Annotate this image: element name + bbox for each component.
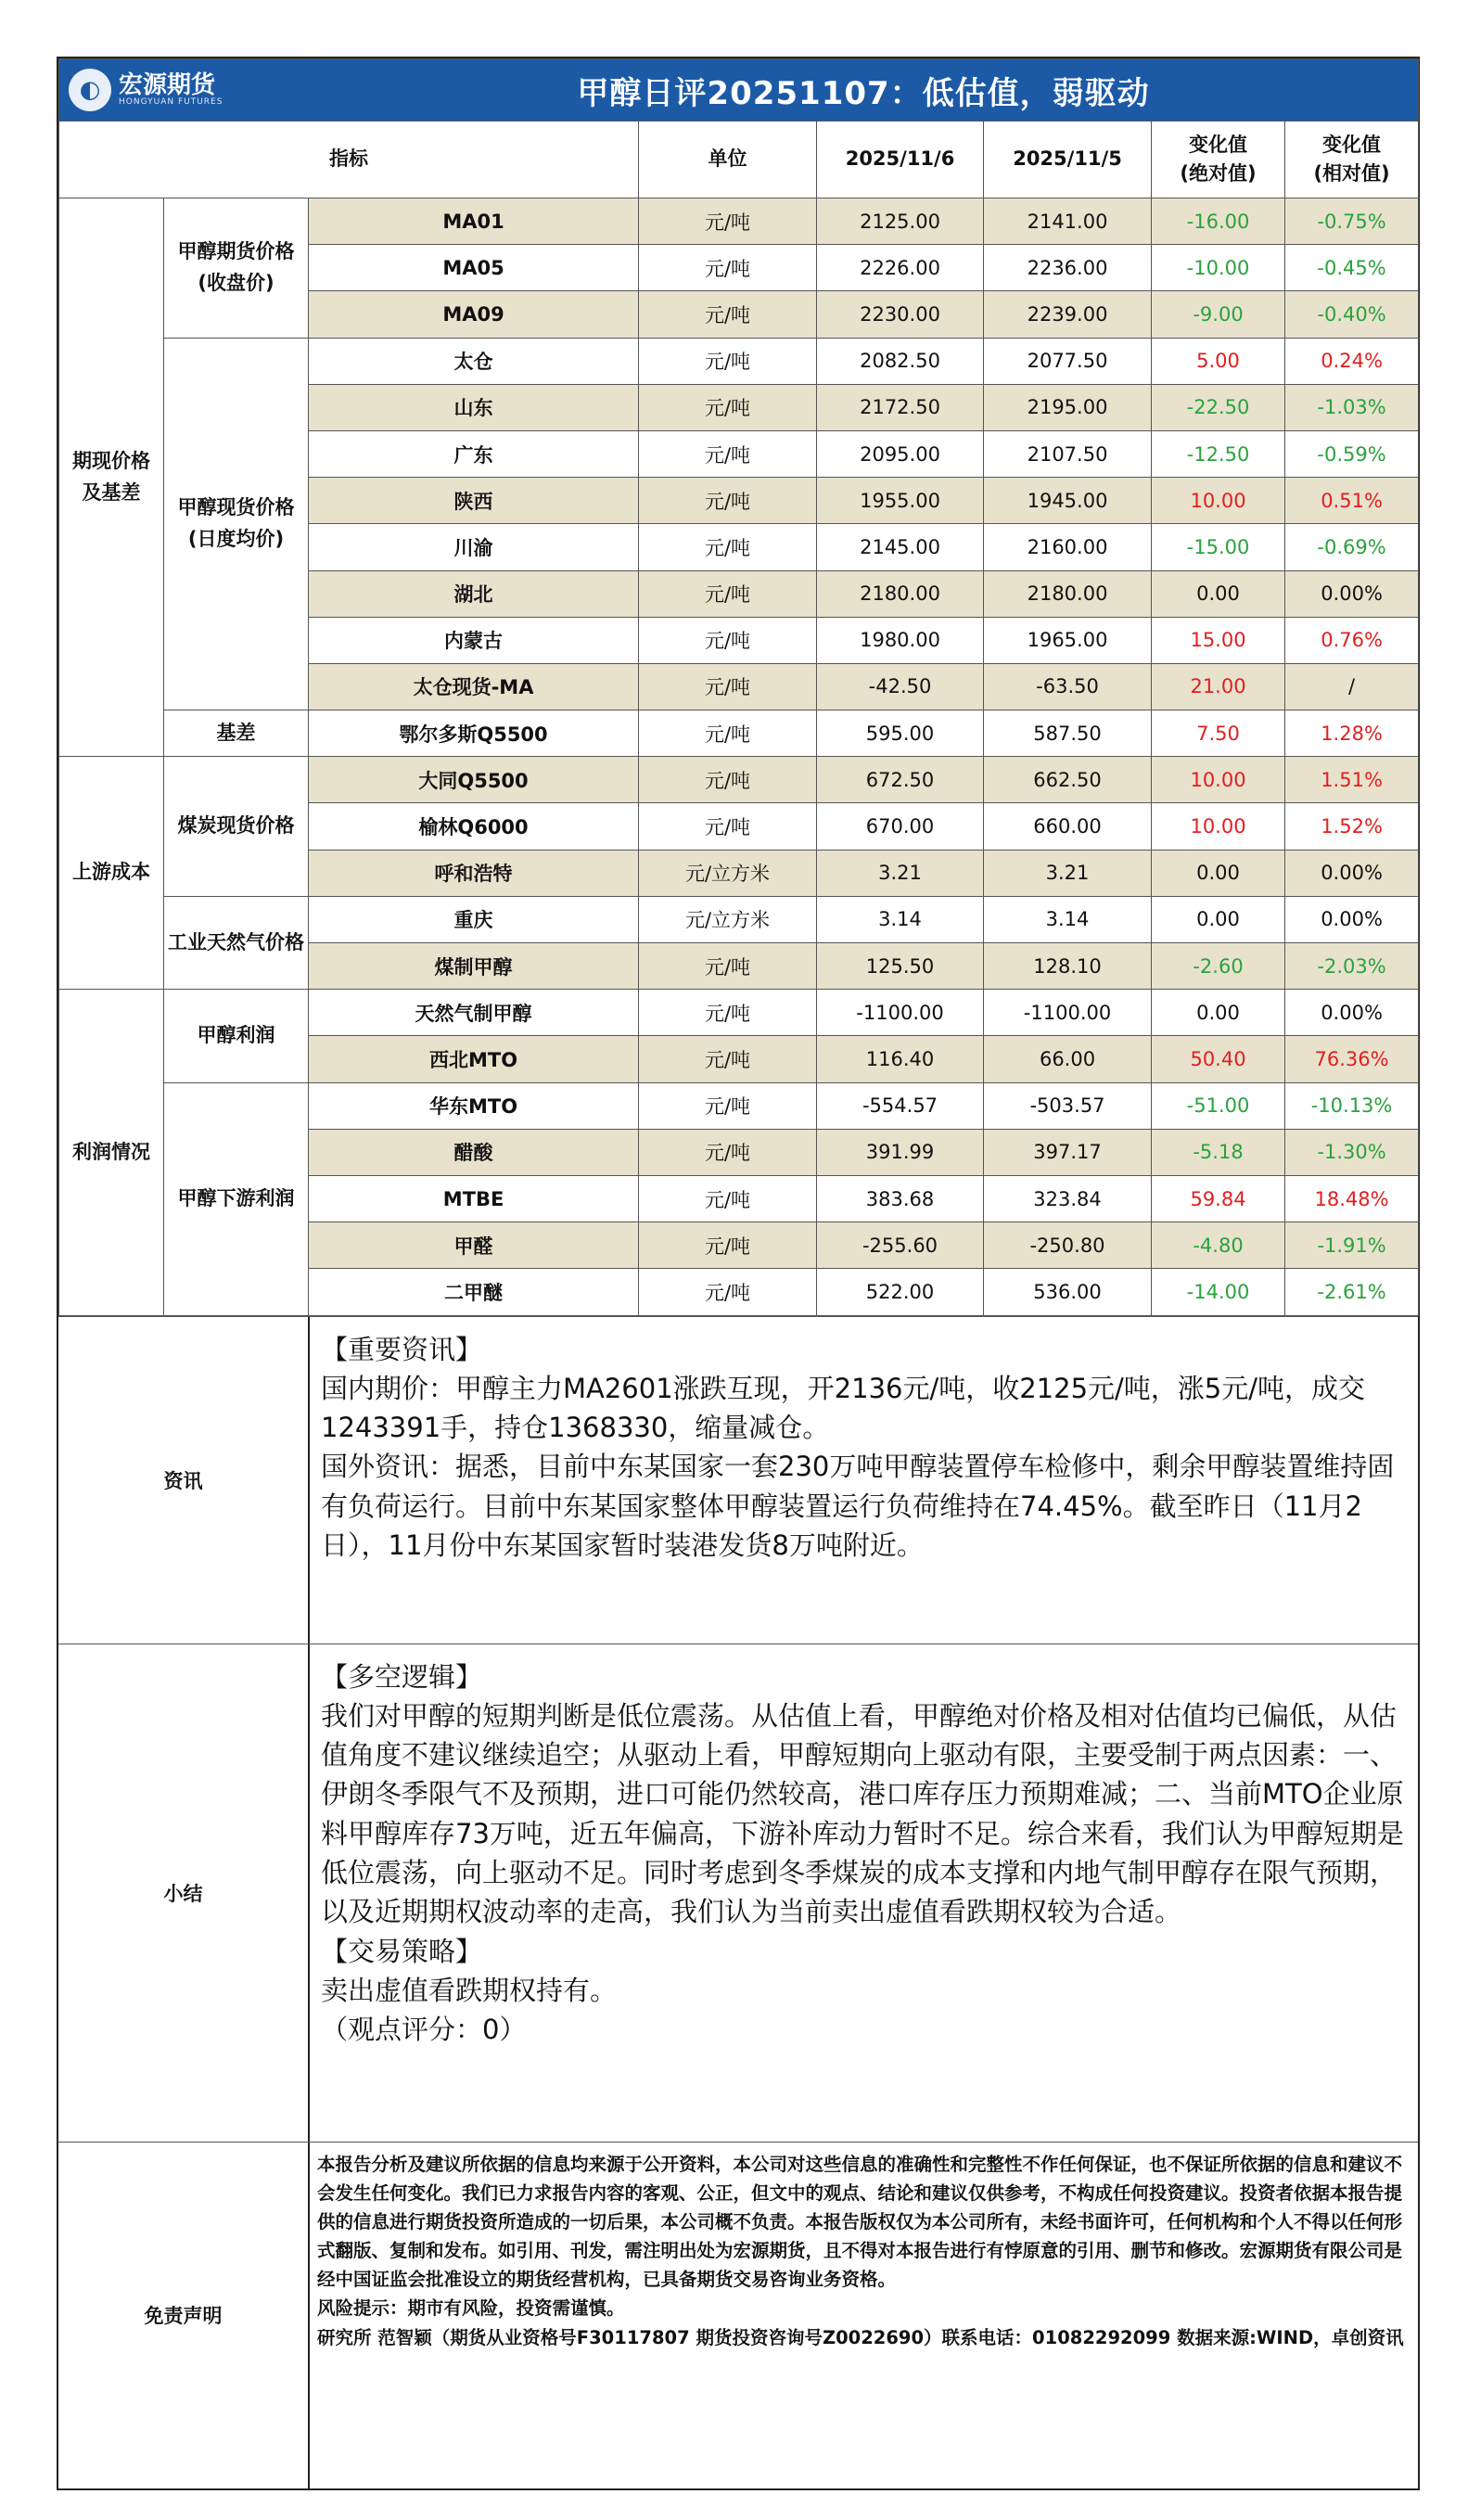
value-date1-cell: 2145.00 [817, 524, 984, 570]
col-change-abs: 变化值 (绝对值) [1152, 122, 1285, 198]
value-date1-cell: 3.21 [817, 850, 984, 896]
change-abs-cell: -5.18 [1152, 1129, 1285, 1175]
value-date2-cell: 2160.00 [984, 524, 1152, 570]
value-date1-cell: -554.57 [817, 1082, 984, 1129]
value-date2-cell: 3.14 [984, 896, 1152, 942]
unit-cell: 元/吨 [639, 384, 817, 430]
logo-icon: ◐ [69, 69, 111, 111]
indicator-cell: 甲醛 [309, 1222, 639, 1269]
value-date2-cell: 660.00 [984, 803, 1152, 850]
summary-label: 小结 [58, 1644, 310, 2142]
value-date1-cell: 2230.00 [817, 291, 984, 338]
change-rel-cell: / [1285, 663, 1419, 710]
value-date1-cell: 2082.50 [817, 338, 984, 384]
indicator-cell: 鄂尔多斯Q5500 [309, 710, 639, 757]
value-date1-cell: 670.00 [817, 803, 984, 850]
value-date2-cell: 397.17 [984, 1129, 1152, 1175]
unit-cell: 元/吨 [639, 1175, 817, 1222]
value-date1-cell: 672.50 [817, 757, 984, 803]
change-rel-cell: -0.40% [1285, 291, 1419, 338]
change-abs-cell: -9.00 [1152, 291, 1285, 338]
value-date2-cell: 587.50 [984, 710, 1152, 757]
value-date1-cell: 383.68 [817, 1175, 984, 1222]
indicator-cell: 天然气制甲醇 [309, 990, 639, 1036]
summary-heading-logic: 【多空逻辑】 [321, 1660, 483, 1693]
change-rel-cell: 1.28% [1285, 710, 1419, 757]
unit-cell: 元/吨 [639, 1129, 817, 1175]
author-info-text: 研究所 范智颖（期货从业资格号F30117807 期货投资咨询号Z0022690）联系电话：01082292099 数据来源:WIND，卓创资讯 [317, 2326, 1404, 2348]
table-row [59, 990, 1419, 1036]
value-date1-cell: -255.60 [817, 1222, 984, 1269]
change-rel-cell: -0.45% [1285, 245, 1419, 291]
value-date1-cell: 2172.50 [817, 384, 984, 430]
indicator-cell: 太仓现货-MA [309, 663, 639, 710]
disclaimer-text: 本报告分析及建议所依据的信息均来源于公开资料，本公司对这些信息的准确性和完整性不作任何保证，也不保证所依据的信息和建议不会发生任何变化。我们已力求报告内容的客观、公正，但文中的观点、结论和建议仅供参考，不构成任何投资建议。投资者依据本报告提供的信息进行期货投资所造成的一切后果，本公司概不负责。本报告版权仅为本公司所有，未经书面许可，任何机构和个人不得以任何形式翻版、复制和发布。如引用、刊发，需注明出处为宏源期货，且不得对本报告进行有悖原意的引用、删节和修改。宏源期货有限公司是经中国证监会批准设立的期货经营机构，已具备期货交易咨询业务资格。 [317, 2153, 1403, 2291]
value-date1-cell: -42.50 [817, 663, 984, 710]
page-title-cell [309, 59, 1419, 122]
logo-text: 宏源期货 [119, 70, 216, 99]
unit-cell: 元/立方米 [639, 896, 817, 942]
unit-cell: 元/吨 [639, 757, 817, 803]
change-abs-cell: 0.00 [1152, 990, 1285, 1036]
change-abs-cell: -14.00 [1152, 1269, 1285, 1315]
change-abs-cell: 15.00 [1152, 617, 1285, 663]
indicator-cell: 陕西 [309, 478, 639, 524]
value-date2-cell: 2141.00 [984, 198, 1152, 245]
unit-cell: 元/吨 [639, 430, 817, 477]
indicator-cell: 内蒙古 [309, 617, 639, 663]
col-date1: 2025/11/6 [817, 122, 984, 198]
change-abs-cell: -4.80 [1152, 1222, 1285, 1269]
change-abs-cell: 10.00 [1152, 803, 1285, 850]
table-row [59, 338, 1419, 384]
summary-section [58, 1644, 1418, 2142]
change-rel-cell: 0.51% [1285, 478, 1419, 524]
table-row [59, 1082, 1419, 1129]
change-abs-cell: -12.50 [1152, 430, 1285, 477]
value-date1-cell: 522.00 [817, 1269, 984, 1315]
change-rel-cell: 0.00% [1285, 570, 1419, 617]
value-date1-cell: 2125.00 [817, 198, 984, 245]
news-paragraph-2: 国外资讯：据悉，目前中东某国家一套230万吨甲醇装置停车检修中，剩余甲醇装置维持固有负荷运行。目前中东某国家整体甲醇装置运行负荷维持在74.45%。截至昨日（11月2日），11月份中东某国家暂时装港发货8万吨附近。 [321, 1451, 1395, 1562]
indicator-cell: 华东MTO [309, 1082, 639, 1129]
unit-cell: 元/吨 [639, 663, 817, 710]
indicator-cell: MTBE [309, 1175, 639, 1222]
value-date2-cell: 323.84 [984, 1175, 1152, 1222]
value-date2-cell: 2077.50 [984, 338, 1152, 384]
summary-strategy-text: 卖出虚值看跌期权持有。 [321, 1975, 618, 2007]
indicator-cell: 川渝 [309, 524, 639, 570]
unit-cell: 元/吨 [639, 338, 817, 384]
change-abs-cell: 0.00 [1152, 850, 1285, 896]
change-abs-cell: 21.00 [1152, 663, 1285, 710]
indicator-cell: 广东 [309, 430, 639, 477]
col-change-rel: 变化值 (相对值) [1285, 122, 1419, 198]
summary-body [310, 1644, 1418, 2142]
change-abs-cell: -10.00 [1152, 245, 1285, 291]
subcategory-label: 煤炭现货价格 [164, 757, 309, 897]
change-rel-cell: 76.36% [1285, 1036, 1419, 1082]
change-abs-cell: 0.00 [1152, 570, 1285, 617]
change-abs-cell: -22.50 [1152, 384, 1285, 430]
summary-heading-strategy: 【交易策略】 [321, 1935, 483, 1967]
disclaimer-label: 免责声明 [58, 2143, 310, 2488]
unit-cell: 元/吨 [639, 198, 817, 245]
indicator-cell: 西北MTO [309, 1036, 639, 1082]
indicator-cell: 大同Q5500 [309, 757, 639, 803]
news-paragraph-1: 国内期价：甲醇主力MA2601涨跌互现，开2136元/吨，收2125元/吨，涨5元/吨，成交1243391手，持仓1368330，缩量减仓。 [321, 1372, 1366, 1444]
change-rel-cell: 1.51% [1285, 757, 1419, 803]
unit-cell: 元/吨 [639, 478, 817, 524]
col-indicator: 指标 [59, 122, 639, 198]
subcategory-label: 工业天然气价格 [164, 896, 309, 989]
indicator-cell: MA09 [309, 291, 639, 338]
value-date2-cell: -250.80 [984, 1222, 1152, 1269]
change-abs-cell: 10.00 [1152, 757, 1285, 803]
col-date2: 2025/11/5 [984, 122, 1152, 198]
title-row [59, 59, 1419, 122]
change-rel-cell: 18.48% [1285, 1175, 1419, 1222]
indicator-cell: 呼和浩特 [309, 850, 639, 896]
change-rel-cell: -10.13% [1285, 1082, 1419, 1129]
value-date1-cell: 2095.00 [817, 430, 984, 477]
change-rel-cell: 0.76% [1285, 617, 1419, 663]
change-abs-cell: -2.60 [1152, 943, 1285, 990]
category-label: 利润情况 [59, 990, 164, 1315]
value-date2-cell: 2195.00 [984, 384, 1152, 430]
news-body [310, 1317, 1418, 1644]
unit-cell: 元/吨 [639, 710, 817, 757]
subcategory-label: 甲醇现货价格 (日度均价) [164, 338, 309, 710]
summary-score-text: （观点评分：0） [321, 2014, 527, 2046]
value-date2-cell: 1965.00 [984, 617, 1152, 663]
table-row [59, 757, 1419, 803]
unit-cell: 元/吨 [639, 943, 817, 990]
indicator-cell: 煤制甲醇 [309, 943, 639, 990]
unit-cell: 元/吨 [639, 245, 817, 291]
change-rel-cell: -0.75% [1285, 198, 1419, 245]
table-row [59, 710, 1419, 757]
change-rel-cell: 0.00% [1285, 850, 1419, 896]
report-sheet [57, 57, 1420, 2490]
value-date2-cell: 662.50 [984, 757, 1152, 803]
value-date2-cell: 536.00 [984, 1269, 1152, 1315]
indicator-cell: 榆林Q6000 [309, 803, 639, 850]
change-abs-cell: 10.00 [1152, 478, 1285, 524]
data-table [58, 58, 1419, 1316]
logo-cell [59, 59, 309, 122]
value-date1-cell: 595.00 [817, 710, 984, 757]
change-rel-cell: 0.24% [1285, 338, 1419, 384]
change-abs-cell: 59.84 [1152, 1175, 1285, 1222]
indicator-cell: 二甲醚 [309, 1269, 639, 1315]
news-label: 资讯 [58, 1317, 310, 1644]
value-date1-cell: 2180.00 [817, 570, 984, 617]
indicator-cell: 山东 [309, 384, 639, 430]
unit-cell: 元/立方米 [639, 850, 817, 896]
change-rel-cell: -1.03% [1285, 384, 1419, 430]
change-rel-cell: -1.30% [1285, 1129, 1419, 1175]
subcategory-label: 甲醇利润 [164, 990, 309, 1082]
unit-cell: 元/吨 [639, 1036, 817, 1082]
value-date1-cell: 125.50 [817, 943, 984, 990]
col-unit: 单位 [639, 122, 817, 198]
value-date1-cell: 1955.00 [817, 478, 984, 524]
value-date2-cell: -1100.00 [984, 990, 1152, 1036]
value-date1-cell: 391.99 [817, 1129, 984, 1175]
value-date2-cell: 1945.00 [984, 478, 1152, 524]
change-abs-cell: -16.00 [1152, 198, 1285, 245]
value-date2-cell: -63.50 [984, 663, 1152, 710]
value-date1-cell: -1100.00 [817, 990, 984, 1036]
indicator-cell: 醋酸 [309, 1129, 639, 1175]
unit-cell: 元/吨 [639, 570, 817, 617]
value-date2-cell: 66.00 [984, 1036, 1152, 1082]
subcategory-label: 甲醇期货价格 (收盘价) [164, 198, 309, 339]
summary-logic-text: 我们对甲醇的短期判断是低位震荡。从估值上看，甲醇绝对价格及相对估值均已偏低，从估值角度不建议继续追空；从驱动上看，甲醇短期向上驱动有限，主要受制于两点因素：一、伊朗冬季限气不及预期，进口可能仍然较高，港口库存压力预期难减；二、当前MTO企业原料甲醇库存73万吨，近五年偏高，下游补库动力暂时不足。综合来看，我们认为甲醇短期是低位震荡，向上驱动不足。同时考虑到冬季煤炭的成本支撑和内地气制甲醇存在限气预期，以及近期期权波动率的走高，我们认为当前卖出虚值看跌期权较为合适。 [321, 1699, 1404, 1928]
indicator-cell: 湖北 [309, 570, 639, 617]
value-date2-cell: 2180.00 [984, 570, 1152, 617]
value-date2-cell: 3.21 [984, 850, 1152, 896]
column-header-row [59, 122, 1419, 198]
indicator-cell: 重庆 [309, 896, 639, 942]
unit-cell: 元/吨 [639, 1222, 817, 1269]
table-row [59, 896, 1419, 942]
unit-cell: 元/吨 [639, 617, 817, 663]
table-row [59, 198, 1419, 245]
change-rel-cell: -2.61% [1285, 1269, 1419, 1315]
indicator-cell: 太仓 [309, 338, 639, 384]
disclaimer-section [58, 2142, 1418, 2488]
change-abs-cell: -15.00 [1152, 524, 1285, 570]
category-label: 上游成本 [59, 757, 164, 990]
value-date2-cell: -503.57 [984, 1082, 1152, 1129]
page-title: 甲醇日评20251107：低估值，弱驱动 [577, 74, 1150, 112]
change-rel-cell: 1.52% [1285, 803, 1419, 850]
change-abs-cell: 50.40 [1152, 1036, 1285, 1082]
change-rel-cell: -1.91% [1285, 1222, 1419, 1269]
unit-cell: 元/吨 [639, 291, 817, 338]
change-rel-cell: -0.69% [1285, 524, 1419, 570]
value-date1-cell: 3.14 [817, 896, 984, 942]
disclaimer-body [310, 2143, 1418, 2488]
subcategory-label: 甲醇下游利润 [164, 1082, 309, 1315]
value-date2-cell: 128.10 [984, 943, 1152, 990]
value-date2-cell: 2236.00 [984, 245, 1152, 291]
unit-cell: 元/吨 [639, 1269, 817, 1315]
indicator-cell: MA01 [309, 198, 639, 245]
change-abs-cell: -51.00 [1152, 1082, 1285, 1129]
change-rel-cell: 0.00% [1285, 896, 1419, 942]
value-date1-cell: 116.40 [817, 1036, 984, 1082]
indicator-cell: MA05 [309, 245, 639, 291]
change-abs-cell: 0.00 [1152, 896, 1285, 942]
value-date1-cell: 2226.00 [817, 245, 984, 291]
change-abs-cell: 5.00 [1152, 338, 1285, 384]
value-date1-cell: 1980.00 [817, 617, 984, 663]
news-section [58, 1316, 1418, 1644]
value-date2-cell: 2239.00 [984, 291, 1152, 338]
value-date2-cell: 2107.50 [984, 430, 1152, 477]
change-abs-cell: 7.50 [1152, 710, 1285, 757]
subcategory-label: 基差 [164, 710, 309, 757]
unit-cell: 元/吨 [639, 1082, 817, 1129]
change-rel-cell: -0.59% [1285, 430, 1419, 477]
category-label: 期现价格 及基差 [59, 198, 164, 757]
news-heading: 【重要资讯】 [321, 1333, 483, 1365]
logo-en-text: HONGYUAN FUTURES [119, 97, 223, 108]
change-rel-cell: 0.00% [1285, 990, 1419, 1036]
unit-cell: 元/吨 [639, 990, 817, 1036]
unit-cell: 元/吨 [639, 803, 817, 850]
risk-warning-text: 风险提示：期市有风险，投资需谨慎。 [317, 2297, 625, 2320]
change-rel-cell: -2.03% [1285, 943, 1419, 990]
unit-cell: 元/吨 [639, 524, 817, 570]
